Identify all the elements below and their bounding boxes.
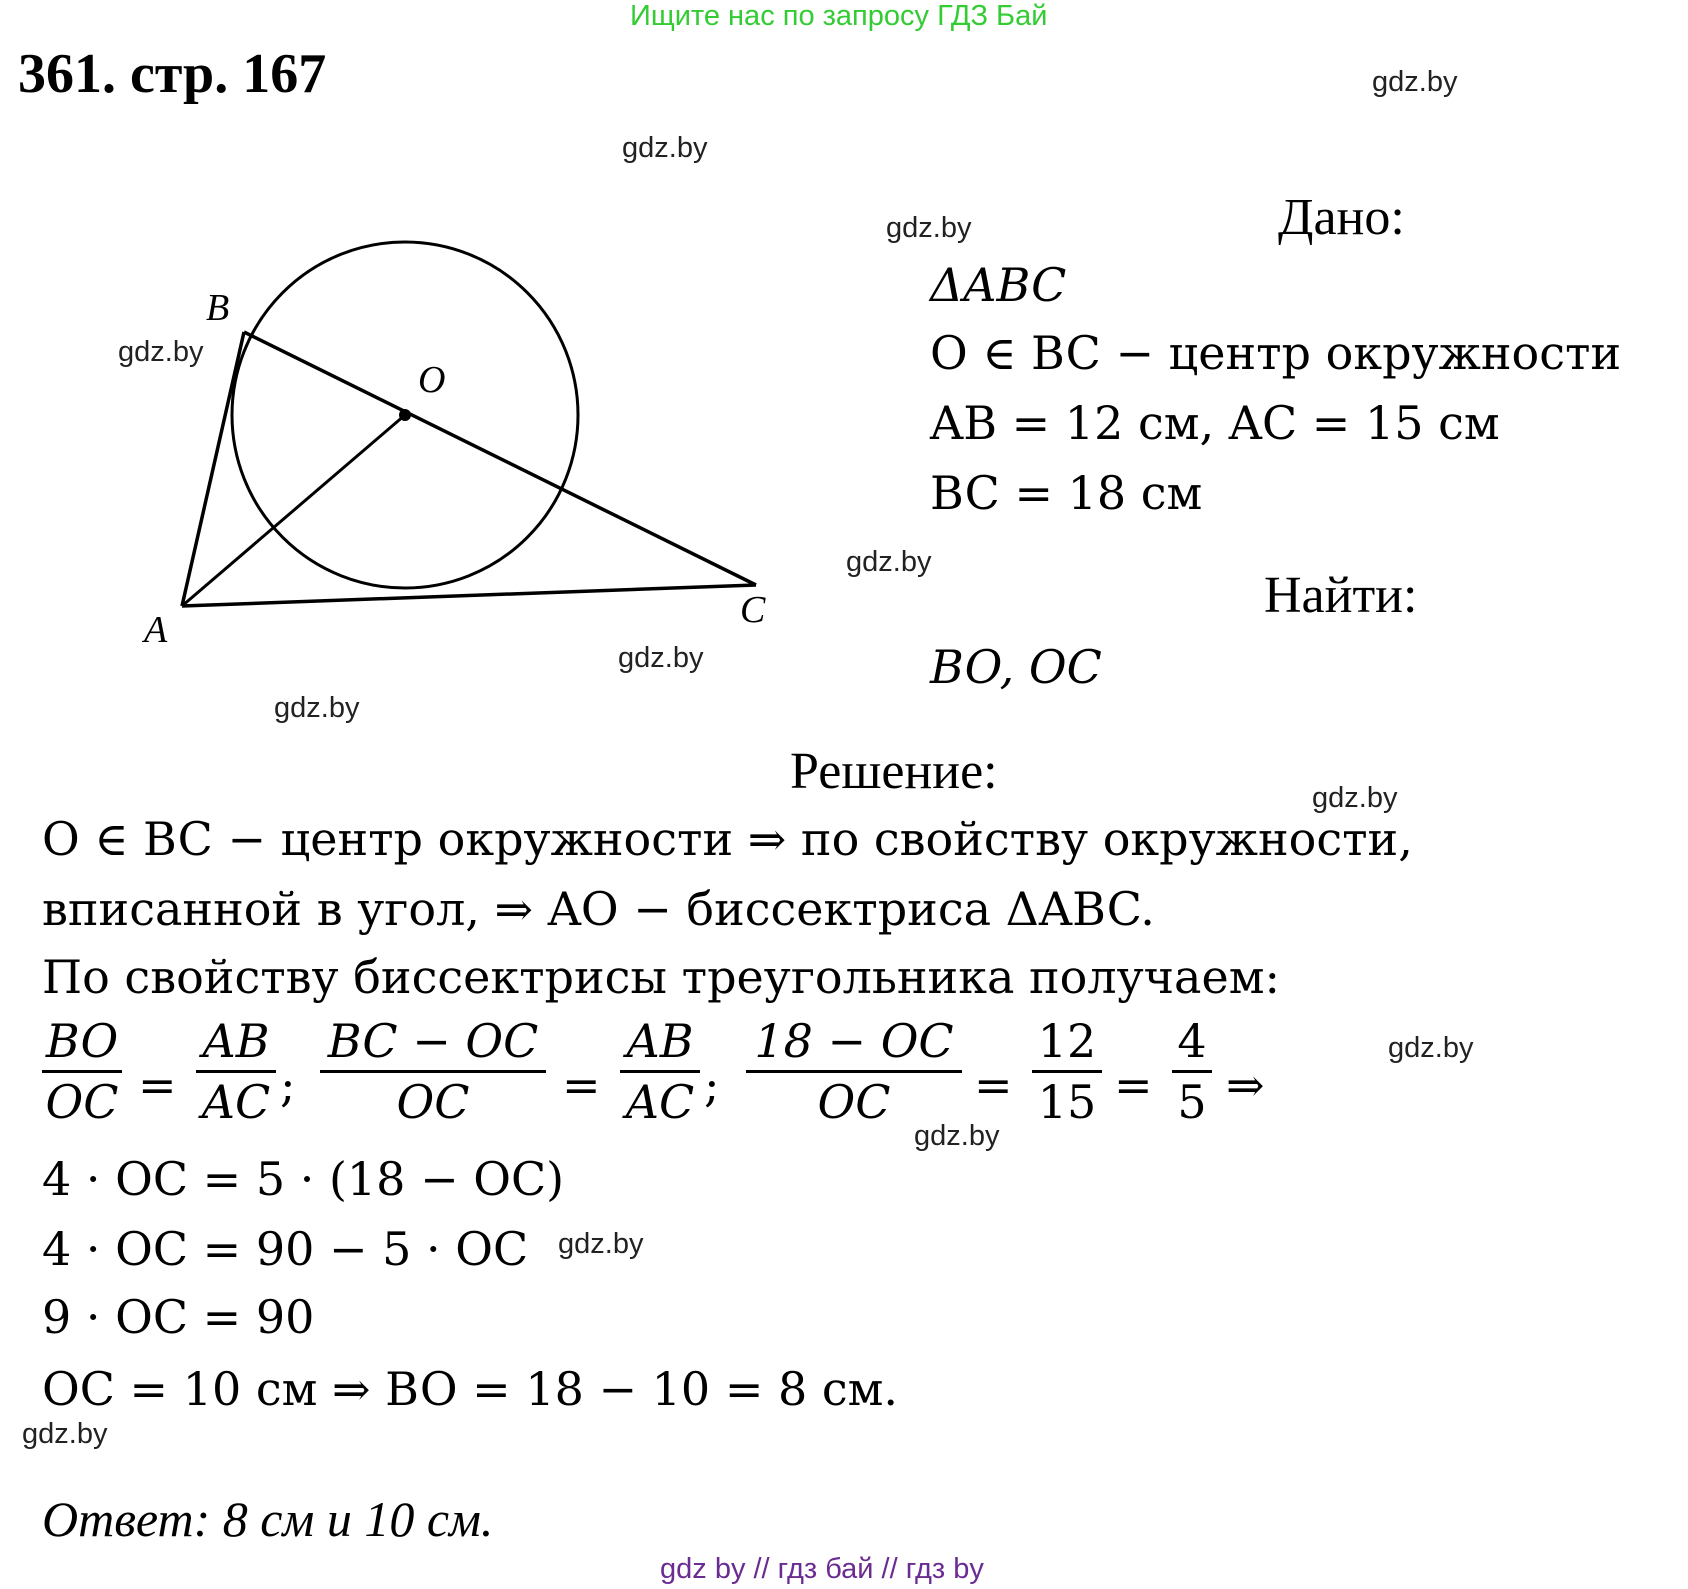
- semicolon: ;: [280, 1058, 296, 1112]
- fraction-ab-ac: [620, 1012, 700, 1131]
- fraction-18-minus-oc: [746, 1012, 962, 1131]
- denominator: AC: [620, 1070, 700, 1131]
- watermark: gdz.by: [118, 336, 204, 368]
- watermark: gdz.by: [274, 692, 360, 724]
- watermark: gdz.by: [22, 1418, 108, 1450]
- problem-title: 361. стр. 167: [18, 43, 327, 105]
- side-ac: [182, 585, 756, 606]
- answer: Ответ: 8 см и 10 см.: [42, 1491, 494, 1547]
- fraction-12-15: [1032, 1012, 1102, 1131]
- numerator: 12: [1037, 1014, 1097, 1068]
- side-bc: [244, 332, 756, 585]
- given-line: ΔABC: [930, 258, 1067, 312]
- label-b: B: [206, 287, 230, 329]
- find-heading: Найти:: [1264, 567, 1418, 624]
- footer-links[interactable]: gdz by // гдз бай // гдз by: [660, 1553, 984, 1585]
- equals-sign: =: [974, 1058, 1013, 1112]
- numerator: AB: [202, 1014, 270, 1068]
- numerator: AB: [626, 1014, 694, 1068]
- fraction-bc-minus-oc: [320, 1012, 546, 1131]
- fraction-bo-oc: [42, 1012, 122, 1131]
- watermark: gdz.by: [914, 1120, 1000, 1152]
- solution-line: O ∈ BC − центр окружности ⇒ по свойству окружности,: [42, 812, 1413, 866]
- denominator: OC: [746, 1070, 962, 1131]
- denominator: OC: [320, 1070, 546, 1131]
- label-c: C: [740, 589, 766, 631]
- solution-step: 4 · OC = 90 − 5 · OC: [42, 1222, 529, 1276]
- fraction-4-5: [1172, 1012, 1212, 1131]
- semicolon: ;: [704, 1058, 720, 1112]
- solution-step: 9 · OC = 90: [42, 1290, 315, 1344]
- triangle-figure: [130, 240, 780, 660]
- watermark: gdz.by: [1312, 782, 1398, 814]
- watermark: gdz.by: [1388, 1032, 1474, 1064]
- denominator: 15: [1032, 1070, 1102, 1131]
- equals-sign: =: [138, 1058, 177, 1112]
- watermark: gdz.by: [846, 546, 932, 578]
- implies-sign: ⇒: [1226, 1058, 1265, 1112]
- solution-heading: Решение:: [790, 743, 998, 800]
- segment-ao: [182, 415, 405, 606]
- watermark: gdz.by: [1372, 66, 1458, 98]
- given-line: O ∈ BC − центр окружности: [930, 326, 1622, 380]
- watermark: gdz.by: [618, 642, 704, 674]
- watermark: gdz.by: [622, 132, 708, 164]
- numerator: 18 − OC: [754, 1014, 954, 1068]
- side-ab: [182, 332, 244, 606]
- denominator: AC: [196, 1070, 276, 1131]
- numerator: BC − OC: [327, 1014, 539, 1068]
- fraction-ab-ac: [196, 1012, 276, 1131]
- equals-sign: =: [562, 1058, 601, 1112]
- numerator: BO: [45, 1014, 119, 1068]
- solution-line: По свойству биссектрисы треугольника получаем:: [42, 950, 1280, 1004]
- top-banner: Ищите нас по запросу ГДЗ Бай: [630, 0, 1048, 32]
- solution-step: OC = 10 см ⇒ BO = 18 − 10 = 8 см.: [42, 1362, 899, 1416]
- find-value: BO, OC: [930, 640, 1102, 694]
- solution-line: вписанной в угол, ⇒ AO − биссектриса ΔABC.: [42, 882, 1155, 936]
- solution-step: 4 · OC = 5 · (18 − OC): [42, 1152, 565, 1206]
- label-a: A: [144, 609, 168, 651]
- center-point: [399, 409, 411, 421]
- denominator: 5: [1172, 1070, 1212, 1131]
- watermark: gdz.by: [886, 212, 972, 244]
- label-o: O: [418, 359, 446, 401]
- watermark: gdz.by: [558, 1228, 644, 1260]
- given-line: BC = 18 см: [930, 466, 1203, 520]
- given-line: AB = 12 см, AC = 15 см: [930, 396, 1500, 450]
- numerator: 4: [1177, 1014, 1207, 1068]
- equals-sign: =: [1114, 1058, 1153, 1112]
- denominator: OC: [42, 1070, 122, 1131]
- given-heading: Дано:: [1278, 189, 1405, 246]
